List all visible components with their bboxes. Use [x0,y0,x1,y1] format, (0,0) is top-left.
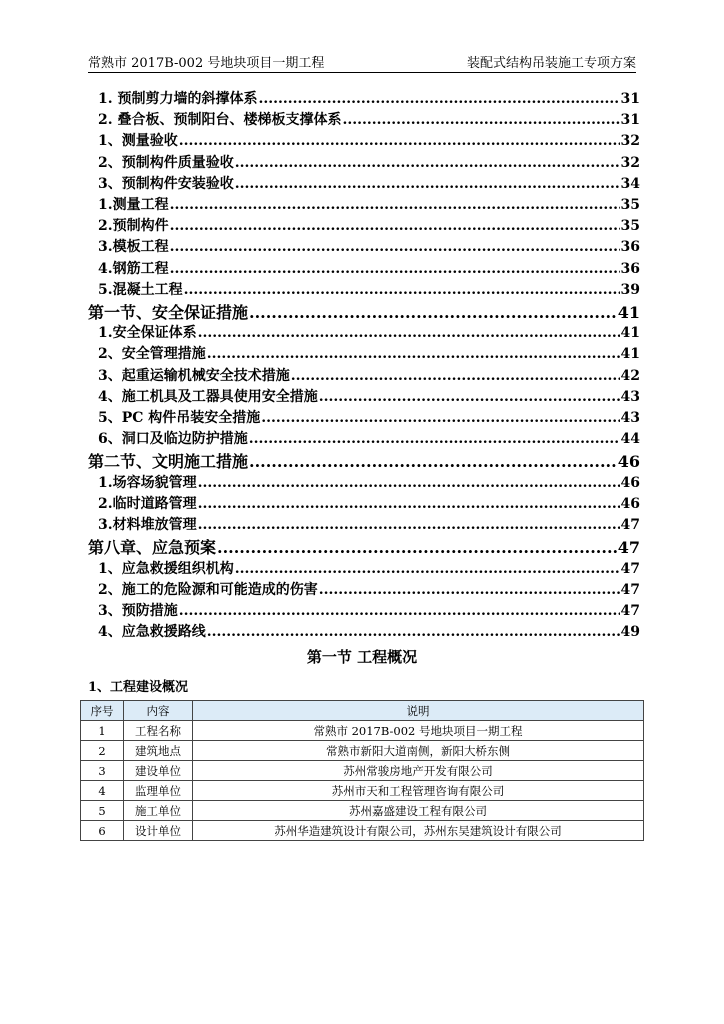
toc-entry-page-number: 44 [620,431,640,448]
toc-entry-label: 2.预制构件 [98,218,169,235]
table-row [81,761,644,781]
toc-leader-dots [235,155,620,171]
toc-entry-label: 3.材料堆放管理 [98,517,197,534]
table-of-contents [88,88,640,642]
toc-leader-dots [235,561,620,577]
toc-entry[interactable] [88,472,640,493]
toc-entry-page-number: 42 [620,367,640,384]
toc-entry-page-number: 36 [620,260,640,277]
toc-entry-page-number: 35 [620,196,640,213]
toc-entry-page-number: 36 [620,239,640,256]
toc-entry-page-number: 47 [620,517,640,534]
toc-leader-dots [170,197,620,213]
toc-leader-dots [184,282,620,298]
toc-entry-label: 3、起重运输机械安全技术措施 [98,367,290,384]
toc-entry[interactable] [88,152,640,173]
toc-entry-label: 3、预制构件安装验收 [98,175,234,192]
toc-entry-label: 1.场容场貌管理 [98,474,197,491]
toc-entry-label: 6、洞口及临边防护措施 [98,431,248,448]
toc-leader-dots [217,538,617,557]
toc-entry-page-number: 49 [620,624,640,641]
cell-index: 4 [81,781,124,801]
toc-entry-page-number: 41 [617,302,640,322]
cell-index: 3 [81,761,124,781]
toc-leader-dots [207,346,620,362]
page-header [88,50,636,73]
table-row [81,721,644,741]
toc-entry-page-number: 31 [620,112,640,129]
toc-entry[interactable] [88,621,640,642]
cell-item: 工程名称 [124,721,193,741]
toc-entry[interactable] [88,215,640,236]
toc-entry-page-number: 34 [620,175,640,192]
toc-entry-page-number: 41 [620,325,640,342]
table-row [81,821,644,841]
toc-entry-page-number: 47 [620,560,640,577]
toc-entry[interactable] [88,343,640,364]
toc-entry-label: 第一节、安全保证措施 [88,302,249,322]
toc-entry-page-number: 43 [620,388,640,405]
cell-description: 苏州市天和工程管理咨询有限公司 [193,781,644,801]
toc-entry[interactable] [88,514,640,535]
toc-entry-label: 2、安全管理措施 [98,346,206,363]
toc-entry-label: 2.临时道路管理 [98,495,197,512]
toc-entry-page-number: 39 [620,281,640,298]
toc-leader-dots [198,517,620,533]
toc-leader-dots [319,389,620,405]
table-header-row [81,701,644,721]
toc-entry-label: 1.测量工程 [98,196,169,213]
toc-entry[interactable] [88,109,640,130]
table-row [81,801,644,821]
toc-entry-label: 1、测量验收 [98,133,178,150]
toc-leader-dots [170,218,620,234]
toc-leader-dots [249,431,620,447]
cell-description: 常熟市 2017B-002 号地块项目一期工程 [193,721,644,741]
toc-entry-page-number: 32 [620,154,640,171]
toc-entry[interactable] [88,535,640,557]
cell-item: 建筑地点 [124,741,193,761]
toc-entry-label: 1. 预制剪力墙的斜撑体系 [98,91,258,107]
toc-entry[interactable] [88,88,640,109]
sub-title: 1、工程建设概况 [88,680,189,695]
toc-entry[interactable] [88,579,640,600]
toc-leader-dots [249,452,617,471]
column-header-index: 序号 [81,701,124,721]
toc-entry-label: 第二节、文明施工措施 [88,452,249,472]
toc-entry-page-number: 46 [620,474,640,491]
toc-entry[interactable] [88,386,640,407]
toc-leader-dots [179,133,620,149]
toc-entry[interactable] [88,236,640,257]
toc-leader-dots [198,475,620,491]
cell-description: 常熟市新阳大道南侧，新阳大桥东侧 [193,741,644,761]
toc-entry-label: 第八章、应急预案 [88,538,217,558]
toc-entry-label: 2. 叠合板、预制阳台、楼梯板支撑体系 [98,112,342,129]
toc-entry[interactable] [88,365,640,386]
toc-entry[interactable] [88,558,640,579]
cell-item: 监理单位 [124,781,193,801]
cell-index: 5 [81,801,124,821]
project-info-table [80,700,644,841]
toc-leader-dots [291,368,620,384]
toc-entry-label: 2、预制构件质量验收 [98,154,234,171]
toc-entry[interactable] [88,279,640,300]
toc-entry-page-number: 31 [620,91,640,107]
toc-entry[interactable] [88,600,640,621]
toc-leader-dots [249,303,617,322]
cell-item: 施工单位 [124,801,193,821]
table-row [81,741,644,761]
toc-entry[interactable] [88,300,640,322]
toc-entry-page-number: 43 [620,410,640,427]
toc-leader-dots [319,582,620,598]
toc-entry-page-number: 32 [620,133,640,150]
toc-leader-dots [179,603,620,619]
toc-entry[interactable] [88,258,640,279]
toc-entry-page-number: 46 [617,452,640,472]
toc-entry-label: 1、应急救援组织机构 [98,560,234,577]
toc-leader-dots [261,410,619,426]
column-header-item: 内容 [124,701,193,721]
toc-entry-label: 4、施工机具及工器具使用安全措施 [98,388,318,405]
cell-item: 建设单位 [124,761,193,781]
toc-leader-dots [259,91,620,107]
cell-index: 1 [81,721,124,741]
header-document-title: 装配式结构吊装施工专项方案 [466,56,636,71]
toc-entry-page-number: 47 [620,581,640,598]
cell-index: 2 [81,741,124,761]
toc-entry[interactable] [88,130,640,151]
toc-entry[interactable] [88,322,640,343]
toc-entry-page-number: 47 [620,603,640,620]
toc-entry[interactable] [88,173,640,194]
toc-entry-page-number: 46 [620,495,640,512]
toc-entry[interactable] [88,194,640,215]
cell-description: 苏州华造建筑设计有限公司，苏州东吴建筑设计有限公司 [193,821,644,841]
toc-leader-dots [198,496,620,512]
toc-entry[interactable] [88,428,640,449]
cell-item: 设计单位 [124,821,193,841]
toc-entry-label: 5、PC 构件吊装安全措施 [98,410,261,427]
toc-entry-label: 2、施工的危险源和可能造成的伤害 [98,581,318,598]
toc-entry-page-number: 47 [617,538,640,558]
section-title: 第一节 工程概况 [306,648,418,666]
cell-description: 苏州嘉盛建设工程有限公司 [193,801,644,821]
toc-entry[interactable] [88,407,640,428]
toc-leader-dots [170,261,620,277]
toc-leader-dots [207,624,620,640]
toc-entry-label: 1.安全保证体系 [98,325,197,342]
cell-description: 苏州常骏房地产开发有限公司 [193,761,644,781]
toc-entry-label: 4、应急救援路线 [98,624,206,641]
toc-entry-page-number: 41 [620,346,640,363]
table-row [81,781,644,801]
toc-entry-page-number: 35 [620,218,640,235]
toc-entry[interactable] [88,493,640,514]
toc-leader-dots [198,325,620,341]
toc-entry-label: 3、预防措施 [98,603,178,620]
toc-entry-label: 3.模板工程 [98,239,169,256]
header-project-name: 常熟市 2017B-002 号地块项目一期工程 [88,56,325,71]
column-header-description: 说明 [193,701,644,721]
toc-entry-label: 5.混凝土工程 [98,281,183,298]
cell-index: 6 [81,821,124,841]
toc-entry[interactable] [88,449,640,471]
toc-leader-dots [343,112,620,128]
toc-leader-dots [170,239,620,255]
toc-leader-dots [235,176,620,192]
toc-entry-label: 4.钢筋工程 [98,260,169,277]
